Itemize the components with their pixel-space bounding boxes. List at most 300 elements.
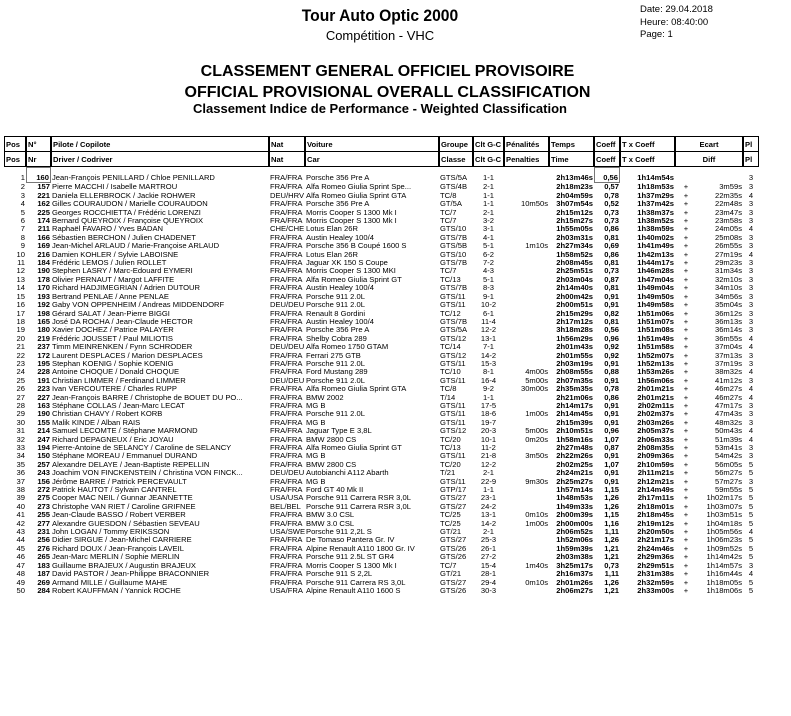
- cell-penalty: 4m00s: [525, 368, 548, 377]
- cell-txcoeff: 2h08m35s: [637, 444, 674, 452]
- cell-car: MG B: [306, 477, 326, 486]
- cell-pos: 17: [16, 309, 25, 318]
- cell-diff: 47m17s: [714, 401, 742, 410]
- cell-num: 190: [37, 267, 50, 276]
- cell-txcoeff: 2h32m59s: [637, 578, 674, 587]
- cell-group: GT/5A: [440, 200, 462, 209]
- cell-num: 269: [37, 578, 50, 587]
- cell-plus: +: [683, 519, 689, 528]
- table-row: [4, 562, 759, 570]
- cell-txcoeff: 2h18m45s: [637, 511, 674, 520]
- cell-coeff: 0,91: [604, 292, 619, 301]
- cell-txcoeff: 1h38m37s: [637, 208, 674, 217]
- table-row: [4, 352, 759, 360]
- cell-penalty: [504, 259, 549, 267]
- cell-group: TC/25: [440, 519, 461, 528]
- cell-penalty: [504, 335, 549, 343]
- cell-car: Morris Cooper S 1300 MKI: [306, 267, 396, 276]
- cell-pl: 3: [748, 376, 754, 385]
- cell-txcoeff: 1h56m06s: [637, 376, 674, 385]
- cell-car: Ford GT 40 Mk II: [306, 486, 364, 495]
- cell-pl: 3: [748, 561, 754, 570]
- cell-car: Austin Healey 100/4: [306, 233, 374, 242]
- cell-clt: 2-1: [483, 528, 494, 537]
- cell-pos: 19: [16, 326, 25, 335]
- cell-num: 156: [37, 477, 50, 486]
- title-english: OFFICIAL PROVISIONAL OVERALL CLASSIFICATION: [184, 84, 591, 101]
- cell-txcoeff: 2h09m36s: [637, 452, 674, 461]
- cell-nat: FRA/FRA: [270, 233, 303, 242]
- cell-time: 2h22m26s: [556, 452, 593, 461]
- cell-time: 1h57m14s: [556, 486, 593, 495]
- cell-num: 273: [37, 502, 50, 511]
- cell-pos: 16: [16, 301, 25, 310]
- cell-coeff: 1,11: [604, 570, 619, 579]
- cell-coeff: 0,78: [604, 191, 619, 200]
- cell-penalty: [504, 267, 549, 275]
- cell-coeff: 1,07: [604, 460, 619, 469]
- cell-group: GTS/7B: [440, 284, 468, 293]
- cell-pl: 4: [748, 225, 754, 234]
- cell-num: 231: [37, 528, 50, 537]
- cell-time: 2h03m31s: [556, 233, 593, 242]
- cell-driver: Gérard SALAT / Jean-Pierre BIGGI: [52, 309, 170, 318]
- cell-time: 2h03m04s: [556, 275, 593, 284]
- cell-num: 165: [37, 317, 50, 326]
- cell-pos: 28: [16, 401, 25, 410]
- cell-car: Porsche 356 B Coupé 1600 S: [306, 242, 407, 251]
- cell-txcoeff: 2h31m38s: [637, 570, 674, 579]
- cell-diff: 25m08s: [714, 233, 742, 242]
- cell-coeff: 0,96: [604, 334, 619, 343]
- cell-driver: David PASTOR / Jean-Philippe BRACONNIER: [52, 570, 210, 579]
- cell-group: GTS/27: [440, 494, 467, 503]
- cell-num: 190: [37, 410, 50, 419]
- cell-num: 257: [37, 460, 50, 469]
- cell-num: 155: [37, 418, 50, 427]
- cell-group: GTS/26: [440, 553, 467, 562]
- cell-clt: 25-3: [480, 536, 497, 545]
- cell-pos: 12: [16, 267, 25, 276]
- cell-group: TC/25: [440, 511, 461, 520]
- cell-time: 2h06m52s: [556, 528, 593, 537]
- cell-penalty: [504, 402, 549, 410]
- cell-penalty: [504, 486, 549, 494]
- cell-car: BMW 2002: [306, 393, 344, 402]
- cell-pl: 3: [748, 217, 754, 226]
- col-car-en: Car: [305, 152, 439, 167]
- cell-nat: FRA/FRA: [270, 259, 303, 268]
- cell-pos: 11: [17, 259, 25, 268]
- table-row: [4, 469, 759, 477]
- cell-time: 1h52m06s: [556, 536, 593, 545]
- cell-group: GTS/5A: [440, 326, 468, 335]
- table-row: [4, 259, 759, 267]
- event-title: Tour Auto Optic 2000: [301, 6, 459, 25]
- table-row: [4, 318, 759, 326]
- cell-nat: USA/USA: [270, 494, 304, 503]
- cell-plus: +: [683, 452, 689, 461]
- cell-group: GT/21: [440, 570, 462, 579]
- cell-penalty: 5m00s: [525, 376, 548, 385]
- cell-pos: 20: [16, 334, 25, 343]
- cell-plus: +: [683, 334, 689, 343]
- cell-time: 3h25m17s: [556, 561, 593, 570]
- cell-time: 1h55m05s: [556, 225, 593, 234]
- cell-clt: 12-2: [480, 326, 497, 335]
- cell-nat: FRA/FRA: [270, 486, 303, 495]
- cell-penalty: [504, 360, 549, 368]
- cell-pl: 4: [748, 427, 754, 436]
- cell-group: GTS/5B: [440, 242, 468, 251]
- cell-pos: 1: [20, 173, 25, 182]
- cell-driver: Damien KOHLER / Sylvie LABOISNE: [52, 250, 179, 259]
- table-row: [4, 570, 759, 578]
- cell-plus: +: [683, 469, 689, 478]
- table-row: [4, 402, 759, 410]
- cell-coeff: 0,73: [604, 208, 619, 217]
- cell-plus: +: [683, 292, 689, 301]
- cell-diff: 37m04s: [714, 343, 742, 352]
- cell-driver: Richard DEPAGNEUX / Eric JOYAU: [52, 435, 174, 444]
- cell-driver: Cooper MAC NEIL / Gunnar JEANNETTE: [52, 494, 193, 503]
- cell-diff: 1h16m44s: [706, 570, 742, 579]
- cell-car: Alpine Renault A110 1800 Gr. IV: [306, 544, 415, 553]
- col-nat: Nat: [269, 136, 305, 152]
- cell-driver: Pierre-Antoine de SELANCY / Caroline de SELANCY: [52, 444, 232, 452]
- cell-coeff: 0,91: [604, 477, 619, 486]
- cell-driver: Olivier PERNAUT / Margot LAFFITE: [52, 275, 175, 284]
- cell-txcoeff: 1h51m58s: [637, 343, 674, 352]
- cell-num: 237: [37, 343, 50, 352]
- cell-txcoeff: 2h01m21s: [637, 385, 674, 394]
- cell-penalty: 0m10s: [525, 511, 548, 520]
- table-row: [4, 360, 759, 368]
- cell-num: 214: [37, 427, 50, 436]
- cell-txcoeff: 1h51m06s: [637, 309, 674, 318]
- table-row: [4, 394, 759, 402]
- cell-penalty: [504, 461, 549, 469]
- cell-pos: 18: [16, 317, 25, 326]
- cell-penalty: [504, 419, 549, 427]
- cell-penalty: [504, 167, 549, 183]
- cell-pos: 8: [20, 233, 25, 242]
- cell-pos: 45: [16, 544, 25, 553]
- table-row: [4, 267, 759, 275]
- cell-group: TC/13: [440, 444, 461, 452]
- cell-pl: 3: [748, 275, 754, 284]
- cell-driver: Timm MEINRENKEN / Fynn SCHRODER: [52, 343, 193, 352]
- cell-car: Porsche 911 Carrera RSR 3,0L: [306, 502, 411, 511]
- cell-group: GTS/11: [440, 418, 466, 427]
- cell-car: Alpine Renault A110 1600 S: [306, 586, 401, 595]
- cell-clt: 10-1: [480, 435, 497, 444]
- cell-group: GTS/4B: [440, 183, 468, 192]
- cell-penalty: 0m10s: [525, 578, 548, 587]
- cell-plus: +: [683, 561, 689, 570]
- cell-penalty: [504, 209, 549, 217]
- cell-clt: 15-3: [480, 359, 497, 368]
- cell-nat: DEU/DEU: [270, 376, 305, 385]
- cell-diff: 1h18m06s: [706, 586, 742, 595]
- cell-diff: 34m10s: [714, 284, 742, 293]
- cell-diff: 37m19s: [714, 359, 742, 368]
- table-row: [4, 234, 759, 242]
- table-row: [4, 284, 759, 292]
- cell-time: 2h03m19s: [556, 359, 593, 368]
- cell-group: TC/13: [440, 275, 461, 284]
- cell-txcoeff: 2h29m36s: [637, 553, 674, 562]
- cell-car: Alfa Romeo 1750 GTAM: [306, 343, 389, 352]
- cell-pl: 4: [748, 435, 754, 444]
- cell-driver: Gaby VON OPPENHEIM / Andreas MIDDENDORF: [52, 301, 225, 310]
- cell-group: TC/7: [440, 267, 457, 276]
- cell-nat: FRA/FRA: [270, 553, 303, 562]
- cell-diff: 56m05s: [714, 460, 742, 469]
- cell-nat: USA/SWE: [270, 528, 305, 537]
- cell-num: 157: [37, 183, 50, 192]
- cell-txcoeff: 1h37m42s: [637, 200, 674, 209]
- cell-txcoeff: 1h52m07s: [637, 351, 674, 360]
- cell-coeff: 0,78: [604, 385, 619, 394]
- cell-plus: +: [683, 301, 689, 310]
- cell-driver: Stéphane MOREAU / Emmanuel DURAND: [52, 452, 198, 461]
- cell-nat: DEU/DEU: [270, 469, 305, 478]
- cell-time: 2h01m55s: [556, 351, 593, 360]
- cell-num: 180: [37, 326, 50, 335]
- cell-plus: +: [683, 200, 689, 209]
- cell-time: 2h27m48s: [556, 444, 593, 452]
- cell-coeff: 0,91: [604, 469, 619, 478]
- cell-group: TC/8: [440, 191, 457, 200]
- cell-plus: +: [683, 427, 689, 436]
- cell-diff: 1h02m17s: [706, 494, 742, 503]
- cell-txcoeff: 1h46m28s: [637, 267, 674, 276]
- cell-nat: FRA/FRA: [270, 368, 303, 377]
- cell-clt: 1-1: [483, 191, 494, 200]
- cell-driver: Jean-Michel ARLAUD / Marie-Françoise ARLAUD: [52, 242, 220, 251]
- cell-penalty: [504, 444, 549, 452]
- cell-clt: 5-1: [483, 275, 494, 284]
- cell-diff: 1h06m23s: [706, 536, 742, 545]
- cell-time: 2h13m46s: [556, 173, 593, 182]
- cell-time: 2h14m40s: [556, 284, 593, 293]
- cell-pos: 22: [16, 351, 25, 360]
- cell-coeff: 0,82: [604, 309, 619, 318]
- cell-nat: FRA/FRA: [270, 267, 303, 276]
- cell-num: 162: [37, 200, 50, 209]
- cell-penalty: [504, 284, 549, 292]
- table-row: [4, 511, 759, 519]
- cell-plus: +: [683, 275, 689, 284]
- cell-driver: Christian CHAVY / Robert KORB: [52, 410, 163, 419]
- cell-time: 2h03m38s: [556, 553, 593, 562]
- cell-time: 1h49m33s: [556, 502, 593, 511]
- cell-driver: Guillaume BRAJEUX / Augustin BRAJEUX: [52, 561, 196, 570]
- cell-coeff: 0,91: [604, 418, 619, 427]
- cell-num: 255: [37, 511, 50, 520]
- cell-diff: 36m13s: [714, 317, 742, 326]
- cell-group: GTS/27: [440, 502, 467, 511]
- cell-coeff: 1,07: [604, 435, 619, 444]
- cell-plus: +: [683, 309, 689, 318]
- cell-coeff: 0,86: [604, 393, 619, 402]
- cell-time: 2h08m55s: [556, 368, 593, 377]
- cell-car: MG B: [306, 401, 326, 410]
- cell-pl: 4: [748, 393, 754, 402]
- cell-num: 192: [37, 301, 50, 310]
- cell-group: T/21: [440, 469, 456, 478]
- cell-coeff: 1,26: [604, 578, 619, 587]
- cell-num: 169: [37, 242, 50, 251]
- cell-pl: 4: [748, 343, 754, 352]
- cell-driver: José DA ROCHA / Jean-Claude HECTOR: [52, 317, 193, 326]
- cell-penalty: [504, 326, 549, 334]
- cell-time: 3h07m54s: [556, 200, 593, 209]
- cell-txcoeff: 2h01m21s: [637, 393, 674, 402]
- cell-pl: 4: [748, 385, 754, 394]
- col-driver-en: Driver / Codriver: [51, 152, 269, 167]
- cell-penalty: [504, 234, 549, 242]
- cell-pl: 3: [748, 418, 754, 427]
- cell-plus: +: [683, 528, 689, 537]
- cell-time: 2h25m51s: [556, 267, 593, 276]
- cell-penalty: 5m00s: [525, 427, 548, 436]
- cell-driver: Patrick HAUTOT / Sylvain CANTREL: [52, 486, 177, 495]
- cell-diff: 36m14s: [714, 326, 742, 335]
- cell-pos: 10: [16, 250, 25, 259]
- cell-pos: 47: [16, 561, 25, 570]
- cell-pl: 3: [748, 173, 754, 182]
- cell-clt: 27-2: [480, 553, 497, 562]
- cell-plus: +: [683, 191, 689, 200]
- cell-txcoeff: 2h03m26s: [637, 418, 674, 427]
- cell-pl: 3: [748, 309, 754, 318]
- cell-time: 2h04m59s: [556, 191, 593, 200]
- cell-txcoeff: 2h21m17s: [637, 536, 674, 545]
- cell-nat: FRA/FRA: [270, 427, 303, 436]
- title-weighted: Classement Indice de Performance - Weighted Classification: [193, 101, 567, 116]
- cell-pl: 3: [748, 359, 754, 368]
- table-row: [4, 436, 759, 444]
- cell-num: 228: [37, 368, 50, 377]
- cell-pos: 15: [16, 292, 25, 301]
- cell-clt: 28-1: [480, 570, 497, 579]
- cell-car: Porsche 911 2.0L: [306, 410, 365, 419]
- cell-clt: 13-1: [480, 334, 497, 343]
- cell-txcoeff: 1h38m52s: [637, 217, 674, 226]
- cell-plus: +: [683, 586, 689, 595]
- cell-plus: +: [683, 208, 689, 217]
- col-txcoeff: T x Coeff: [620, 136, 675, 152]
- cell-nat: FRA/FRA: [270, 544, 303, 553]
- cell-car: Alfa Romeo Giulia Sprint GT: [306, 275, 402, 284]
- cell-pl: 3: [748, 326, 754, 335]
- cell-time: 2h15m12s: [556, 208, 593, 217]
- cell-group: GTS/27: [440, 536, 467, 545]
- cell-driver: Frédéric LEMOS / Julien ROLLET: [52, 259, 167, 268]
- cell-group: TC/14: [440, 343, 461, 352]
- cell-diff: 31m34s: [714, 267, 742, 276]
- cell-driver: Jean-Claude BASSO / Robert VERBER: [52, 511, 186, 520]
- cell-nat: DEU/HRV: [270, 191, 305, 200]
- cell-time: 2h17m12s: [556, 317, 593, 326]
- cell-pos: 39: [16, 494, 25, 503]
- table-row: [4, 276, 759, 284]
- cell-time: 2h02m25s: [556, 460, 593, 469]
- cell-num: 184: [37, 259, 50, 268]
- cell-car: Morris Cooper S 1300 Mk I: [306, 208, 397, 217]
- table-row: [4, 335, 759, 343]
- cell-car: De Tomaso Pantera Gr. IV: [306, 536, 395, 545]
- cell-penalty: [504, 570, 549, 578]
- cell-pos: 35: [16, 460, 25, 469]
- cell-num: 172: [37, 351, 50, 360]
- cell-car: Austin Healey 100/4: [306, 284, 374, 293]
- cell-pos: 5: [20, 208, 25, 217]
- cell-plus: +: [683, 359, 689, 368]
- col-driver: Pilote / Copilote: [51, 136, 269, 152]
- cell-car: Porsche 911 2.0L: [306, 359, 365, 368]
- cell-pl: 4: [748, 570, 754, 579]
- cell-driver: Alexandre DELAYE / Jean-Baptiste REPELLIN: [52, 460, 210, 469]
- cell-num: 191: [37, 376, 50, 385]
- cell-coeff: 0,96: [604, 427, 619, 436]
- cell-num: 178: [37, 275, 50, 284]
- cell-coeff: 0,73: [604, 267, 619, 276]
- cell-nat: USA/FRA: [270, 586, 303, 595]
- cell-txcoeff: 2h24m46s: [637, 544, 674, 553]
- cell-num: 166: [37, 233, 50, 242]
- cell-pos: 36: [16, 469, 25, 478]
- table-row: [4, 225, 759, 233]
- cell-txcoeff: 1h52m13s: [637, 359, 674, 368]
- cell-penalty: [504, 293, 549, 301]
- cell-plus: +: [683, 502, 689, 511]
- cell-group: GTS/7B: [440, 233, 468, 242]
- col-time: Temps: [549, 136, 594, 152]
- cell-coeff: 0,57: [604, 183, 619, 192]
- cell-plus: +: [683, 217, 689, 226]
- cell-pl: 5: [748, 586, 754, 595]
- cell-driver: Stéphane COLLAS / Jean-Marc LECAT: [52, 401, 185, 410]
- cell-diff: 48m32s: [714, 418, 742, 427]
- cell-num: 194: [37, 444, 50, 452]
- cell-coeff: 0,91: [604, 301, 619, 310]
- cell-diff: 46m27s: [714, 393, 742, 402]
- cell-time: 2h15m27s: [556, 217, 593, 226]
- cell-nat: FRA/FRA: [270, 578, 303, 587]
- cell-diff: 1h09m52s: [706, 544, 742, 553]
- cell-group: TC/12: [440, 309, 461, 318]
- col-time-en: Time: [549, 152, 594, 167]
- cell-pl: 5: [748, 494, 754, 503]
- cell-coeff: 0,91: [604, 401, 619, 410]
- cell-diff: 37m13s: [714, 351, 742, 360]
- table-row: [4, 200, 759, 208]
- cell-group: GTS/10: [440, 250, 467, 259]
- cell-time: 2h00m00s: [556, 519, 593, 528]
- cell-num: 277: [37, 519, 50, 528]
- cell-group: GTS/12: [440, 334, 467, 343]
- cell-clt: 4-3: [483, 267, 494, 276]
- cell-driver: Armand MILLE / Guillaume MAHE: [52, 578, 168, 587]
- table-row: [4, 217, 759, 225]
- cell-plus: +: [683, 368, 689, 377]
- cell-coeff: 0,92: [604, 343, 619, 352]
- cell-diff: 1h18m05s: [706, 578, 742, 587]
- cell-pos: 44: [16, 536, 25, 545]
